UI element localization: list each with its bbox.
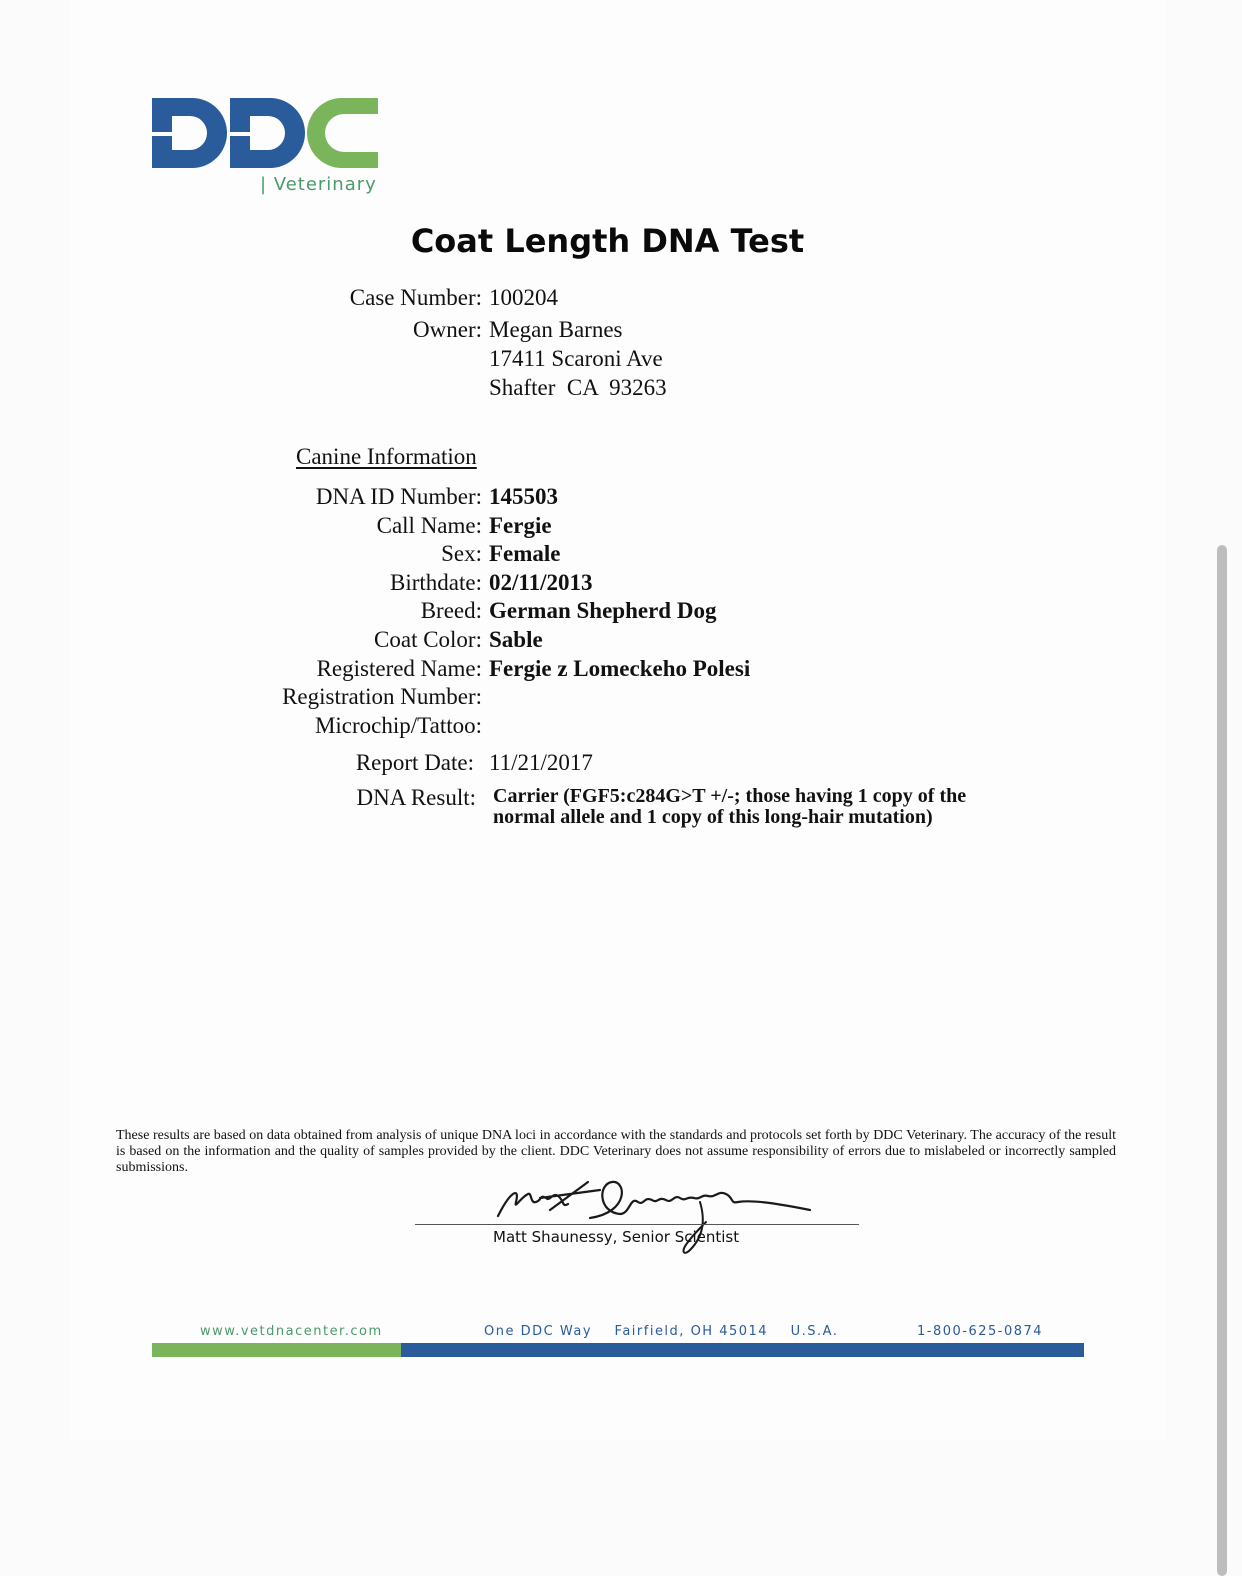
birthdate-value: 02/11/2013 — [489, 570, 593, 595]
registered-name-value: Fergie z Lomeckeho Polesi — [489, 656, 751, 681]
microchip-tattoo-label: Microchip/Tattoo: — [314, 713, 482, 738]
coat-color-label: Coat Color: — [374, 627, 482, 652]
footer-phone: 1-800-625-0874 — [917, 1324, 1044, 1339]
owner-name: Megan Barnes — [489, 317, 623, 342]
dna-id-value: 145503 — [489, 484, 558, 509]
case-number-label: Case Number: — [349, 285, 482, 310]
page-title: Coat Length DNA Test — [410, 222, 805, 260]
footer-address: One DDC Way Fairfield, OH 45014 U.S.A. — [484, 1324, 839, 1339]
sex-label: Sex: — [441, 541, 482, 566]
signer-name: Matt Shaunessy, Senior Scientist — [493, 1228, 740, 1246]
dna-result-label: DNA Result: — [356, 785, 476, 810]
vertical-scrollbar[interactable] — [1217, 545, 1227, 1576]
report-date-label: Report Date: — [355, 750, 474, 775]
registered-name-label: Registered Name: — [316, 656, 482, 681]
ddc-logo-mark — [150, 96, 380, 172]
call-name-label: Call Name: — [376, 513, 482, 538]
canine-information-heading: Canine Information — [296, 444, 477, 469]
owner-label: Owner: — [413, 317, 482, 342]
breed-value: German Shepherd Dog — [489, 598, 717, 623]
footer-bar-green — [152, 1343, 401, 1357]
ddc-veterinary-logo — [150, 96, 380, 206]
logo-subtitle: | Veterinary — [260, 174, 377, 195]
case-number-value: 100204 — [489, 285, 558, 310]
footer-website: www.vetdnacenter.com — [200, 1324, 383, 1339]
handwritten-signature — [480, 1172, 820, 1262]
call-name-value: Fergie — [489, 513, 552, 538]
breed-label: Breed: — [420, 598, 482, 623]
birthdate-label: Birthdate: — [390, 570, 482, 595]
signature-line — [415, 1224, 859, 1225]
dna-result-value: Carrier (FGF5:c284G>T +/-; those having 1 copy of the normal allele and 1 copy of this long-hair mutation) — [493, 785, 967, 828]
registration-number-label: Registration Number: — [282, 684, 482, 709]
sex-value: Female — [489, 541, 561, 566]
disclaimer-text: These results are based on data obtained from analysis of unique DNA loci in accordance with the standards and protocols set forth by DDC Veterinary. The accuracy of the result is based on the information and the quality of samples provided by the client. DDC Veterinary does not assume responsibility of errors due to mislabeled or incorrectly sampled submissions. — [116, 1128, 1116, 1175]
footer-bar-blue — [401, 1343, 1084, 1357]
report-date-value: 11/21/2017 — [489, 750, 593, 775]
dna-id-label: DNA ID Number: — [315, 484, 482, 509]
owner-address-line1: 17411 Scaroni Ave — [489, 346, 663, 371]
owner-address-line2: Shafter CA 93263 — [489, 375, 667, 400]
coat-color-value: Sable — [489, 627, 543, 652]
